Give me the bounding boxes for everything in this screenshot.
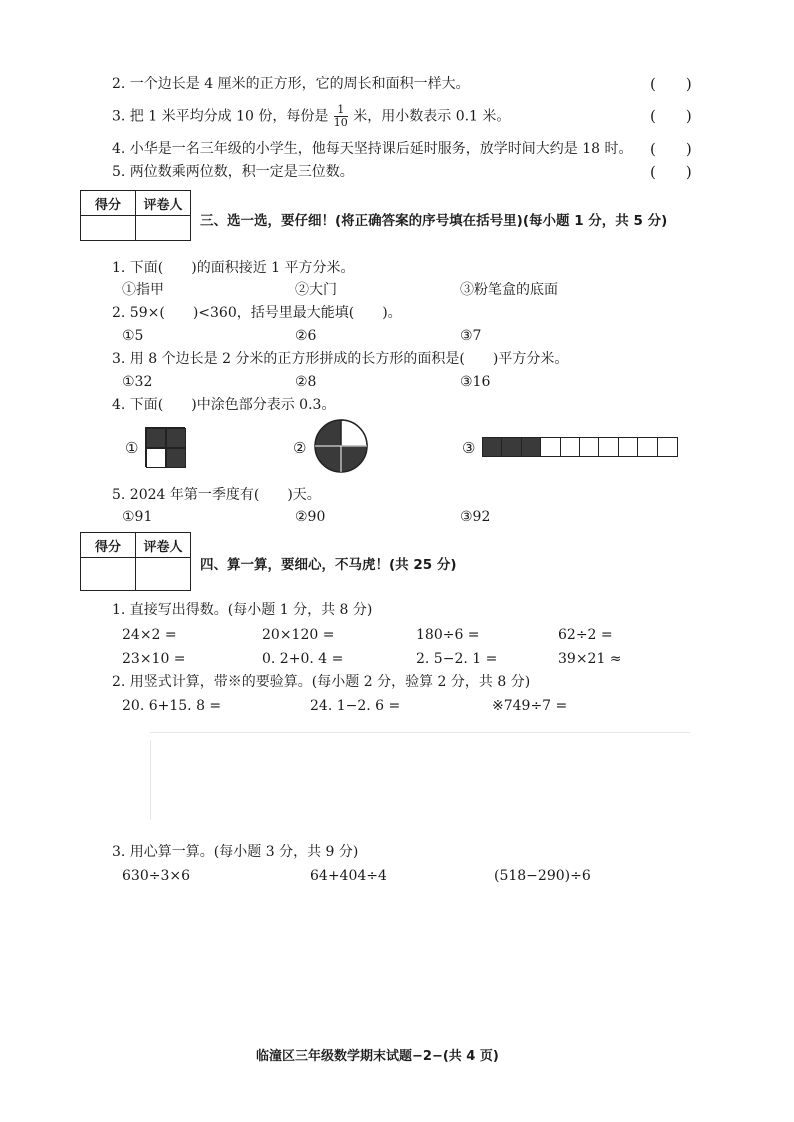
q4-grid-figure [145, 427, 185, 467]
calc-part3-title: 3. 用心算一算。(每小题 3 分，共 9 分) [112, 844, 359, 860]
grid-cell-empty [146, 448, 166, 468]
grid-cell-shaded [166, 428, 186, 448]
page-footer: 临潼区三年级数学期末试题−2−(共 4 页) [256, 1049, 499, 1064]
bar-cell-shaded [502, 438, 521, 456]
q1-option-1[interactable]: ①指甲 [122, 282, 164, 298]
answer-paren-4[interactable]: ( ) [650, 140, 692, 158]
q4-option-1-label[interactable]: ① [125, 439, 139, 457]
bar-cell [541, 438, 560, 456]
direct-calc-6: 0. 2+0. 4 = [262, 651, 344, 667]
calc-part1-title: 1. 直接写出得数。(每小题 1 分，共 8 分) [112, 602, 373, 618]
q1-option-2[interactable]: ②大门 [295, 282, 337, 298]
q2-option-3[interactable]: ③7 [460, 328, 482, 344]
direct-calc-5: 23×10 = [122, 651, 186, 667]
grader-label: 评卷人 [136, 191, 191, 216]
scan-artifact-line [150, 732, 690, 733]
bar-cell [561, 438, 580, 456]
grid-cell-shaded [146, 428, 166, 448]
vertical-calc-1: 20. 6+15. 8 = [122, 698, 222, 714]
q4-option-3-label[interactable]: ③ [462, 439, 476, 457]
choice-q3: 3. 用 8 个边长是 2 分米的正方形拼成的长方形的面积是( )平方分米。 [112, 351, 569, 367]
bar-cell-shaded [483, 438, 502, 456]
grader-cell[interactable] [136, 216, 191, 241]
direct-calc-4: 62÷2 = [558, 627, 613, 643]
fraction-denominator: 10 [333, 116, 348, 129]
vertical-calc-3: ※749÷7 = [492, 698, 568, 714]
bar-cell-shaded [522, 438, 541, 456]
vertical-calc-2: 24. 1−2. 6 = [310, 698, 401, 714]
score-cell[interactable] [81, 216, 136, 241]
q1-option-3[interactable]: ③粉笔盒的底面 [460, 282, 558, 298]
calc-part2-title: 2. 用竖式计算，带※的要验算。(每小题 2 分，验算 2 分，共 8 分) [112, 674, 531, 690]
grader-label: 评卷人 [136, 533, 191, 558]
score-cell[interactable] [81, 558, 136, 591]
judge-item-5: 5. 两位数乘两位数，积一定是三位数。 [112, 164, 354, 180]
circle-quarter-empty [341, 420, 367, 446]
score-box-section4 [80, 532, 191, 591]
bar-cell [599, 438, 618, 456]
judge-item-3 [112, 104, 510, 129]
score-label: 得分 [81, 191, 136, 216]
q2-option-2[interactable]: ②6 [295, 328, 317, 344]
q3-option-2[interactable]: ②8 [295, 374, 317, 390]
q3-option-3[interactable]: ③16 [460, 374, 491, 390]
choice-q4: 4. 下面( )中涂色部分表示 0.3。 [112, 397, 336, 413]
q4-bar-figure [482, 437, 678, 457]
q5-option-1[interactable]: ①91 [122, 509, 153, 525]
grader-cell[interactable] [136, 558, 191, 591]
section4-title: 四、算一算，要细心，不马虎！(共 25 分) [200, 557, 457, 573]
direct-calc-3: 180÷6 = [416, 627, 480, 643]
bar-cell [638, 438, 657, 456]
q3-option-1[interactable]: ①32 [122, 374, 153, 390]
scan-artifact-line [150, 740, 151, 820]
fraction [334, 104, 348, 129]
q5-option-3[interactable]: ③92 [460, 509, 491, 525]
q5-option-2[interactable]: ②90 [295, 509, 326, 525]
choice-q2: 2. 59×( )<360，括号里最大能填( )。 [112, 305, 402, 321]
judge-item-2: 2. 一个边长是 4 厘米的正方形，它的周长和面积一样大。 [112, 76, 470, 92]
fraction-numerator: 1 [334, 104, 348, 117]
choice-q1: 1. 下面( )的面积接近 1 平方分米。 [112, 260, 355, 276]
mixed-calc-2: 64+404÷4 [310, 868, 387, 884]
judge-item-3-before: 3. 把 1 米平均分成 10 份，每份是 [112, 108, 329, 125]
answer-paren-2[interactable]: ( ) [650, 75, 692, 93]
direct-calc-1: 24×2 = [122, 627, 177, 643]
mixed-calc-1: 630÷3×6 [122, 868, 190, 884]
judge-item-4: 4. 小华是一名三年级的小学生，他每天坚持课后延时服务，放学时间大约是 18 时。 [112, 141, 633, 157]
section3-title: 三、选一选，要仔细！(将正确答案的序号填在括号里)(每小题 1 分，共 5 分) [200, 213, 668, 229]
direct-calc-7: 2. 5−2. 1 = [416, 651, 498, 667]
answer-paren-3[interactable]: ( ) [650, 107, 692, 125]
grid-cell-shaded [166, 448, 186, 468]
score-label: 得分 [81, 533, 136, 558]
choice-q5: 5. 2024 年第一季度有( )天。 [112, 487, 321, 503]
q2-option-1[interactable]: ①5 [122, 328, 144, 344]
mixed-calc-3: (518−290)÷6 [494, 868, 591, 884]
bar-cell [619, 438, 638, 456]
score-box-section3 [80, 190, 191, 241]
bar-cell [658, 438, 677, 456]
q4-circle-figure [313, 418, 369, 474]
q4-option-2-label[interactable]: ② [293, 439, 307, 457]
bar-cell [580, 438, 599, 456]
direct-calc-8: 39×21 ≈ [558, 651, 622, 667]
answer-paren-5[interactable]: ( ) [650, 163, 692, 181]
direct-calc-2: 20×120 = [262, 627, 335, 643]
judge-item-3-after: 米，用小数表示 0.1 米。 [353, 108, 511, 125]
